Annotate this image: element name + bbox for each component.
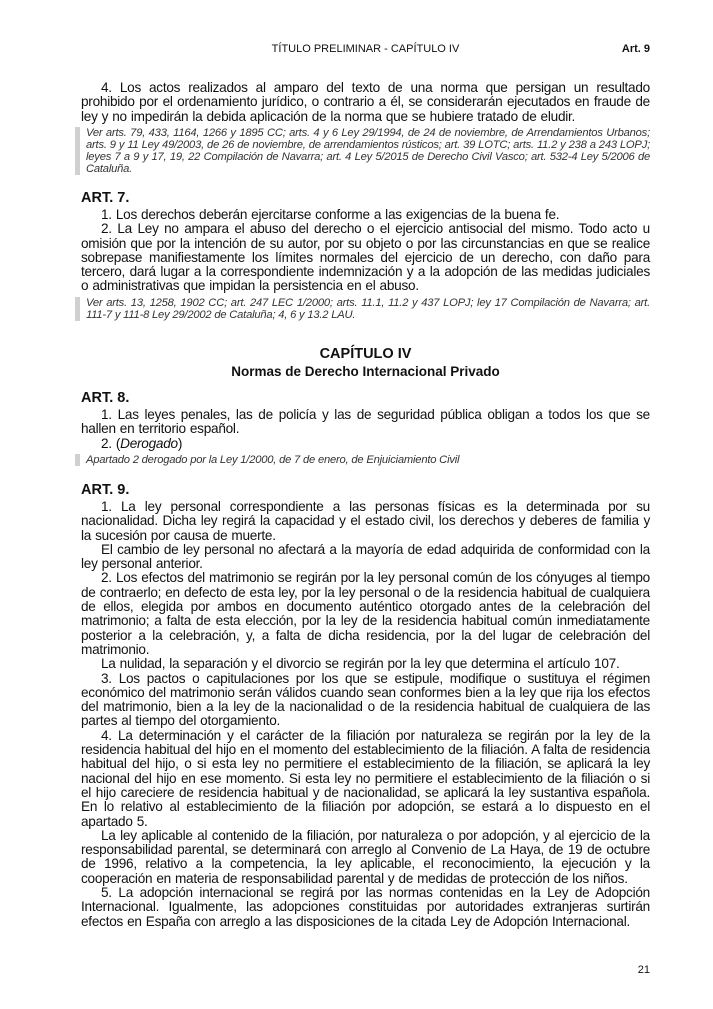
paragraph: La nulidad, la separación y el divorcio se regirán por la ley que determina el artículo 107. [101, 656, 620, 672]
page-number: 21 [637, 964, 650, 976]
paragraph: 5. La adopción internacional se regirá por las normas contenidas en la Ley de Adopción Internacional. Igualmente, las adopciones constituidas por autoridades extranjeras surtirán efectos en España con arreglo a las disposiciones de la citada Ley de Adopción Internacional. [81, 885, 650, 929]
paragraph: 1. La ley personal correspondiente a las personas físicas es la determinada por su nacionalidad. Dicha ley regirá la capacidad y el estado civil, los derechos y deberes de familia y la sucesión por causa de muerte. [81, 499, 650, 543]
paragraph: 2. La Ley no ampara el abuso del derecho o el ejercicio antisocial del mismo. Todo acto u omisión que por la intención de su autor, por su objeto o por las circunstancias en que se realice sobrepase manifiestamente los límites normales del ejercicio de un derecho, con daño para tercero, dará lugar a la correspondiente indemnización y a la adopción de las medidas judiciales o administrativas que impidan la persistencia en el abuso. [81, 221, 650, 294]
paragraph: El cambio de ley personal no afectará a la mayoría de edad adquirida de conformidad con la ley personal anterior. [81, 541, 650, 572]
running-title: TÍTULO PRELIMINAR - CAPÍTULO IV [271, 43, 460, 55]
article-6-continuation [81, 81, 650, 175]
chapter-title: CAPÍTULO IV [319, 346, 412, 362]
article-heading: ART. 9. [81, 482, 130, 498]
paren: ) [177, 435, 183, 451]
article-heading: ART. 8. [81, 390, 130, 406]
paragraph-number: 2. ( [101, 435, 121, 451]
article-7 [81, 190, 650, 321]
cross-reference-note: Ver arts. 13, 1258, 1902 CC; art. 247 LEC 1/2000; arts. 11.1, 11.2 y 437 LOPJ; ley 17 Compilación de Navarra; art. 111-7 y 111-8 Ley 29/2002 de Cataluña; 4, 6 y 13.2 LAU. [75, 297, 650, 321]
paragraph: 3. Los pactos o capitulaciones por los que se estipule, modifique o sustituya el régimen económico del matrimonio serán válidos cuando sean conformes bien a la ley que rija los efectos del matrimonio, bien a la ley de la nacionalidad o de la residencia habitual de cualquiera de las partes al tiempo del otorgamiento. [81, 670, 650, 729]
repeal-note: Apartado 2 derogado por la Ley 1/2000, de 7 de enero, de Enjuiciamiento Civil [75, 454, 650, 466]
article-reference: Art. 9 [621, 43, 650, 55]
repealed-label: Derogado [120, 435, 178, 451]
paragraph: 1. Los derechos deberán ejercitarse conforme a las exigencias de la buena fe. [101, 207, 560, 222]
paragraph: La ley aplicable al contenido de la filiación, por naturaleza o por adopción, y al ejercicio de la responsabilidad parental, se determinará con arreglo al Convenio de La Haya, de 19 de octubre de 1996, relativo a la competencia, la ley aplicable, el reconocimiento, la ejecución y la cooperación en materia de responsabilidad parental y de medidas de protección de los niños. [81, 827, 650, 886]
chapter-heading [81, 346, 650, 380]
article-9 [81, 482, 650, 929]
paragraph: 4. Los actos realizados al amparo del texto de una norma que persigan un resultado prohibido por el ordenamiento jurídico, o contrario a él, se considerarán ejecutados en fraude de ley y no impedirán la debida aplicación de la norma que se hubiere tratado de eludir. [81, 80, 650, 124]
article-heading: ART. 7. [81, 190, 130, 206]
paragraph: 1. Las leyes penales, las de policía y las de seguridad pública obligan a todos los que se hallen en territorio español. [81, 407, 650, 437]
article-8 [81, 390, 650, 466]
paragraph [81, 437, 650, 451]
chapter-subtitle: Normas de Derecho Internacional Privado [231, 364, 500, 379]
paragraph: 2. Los efectos del matrimonio se regirán por la ley personal común de los cónyuges al tiempo de contraerlo; en defecto de esta ley, por la ley personal o de la residencia habitual de cualquiera de ellos, elegida por ambos en documento auténtico otorgado antes de la celebración del matrimonio; a falta de esta elección, por la ley de la residencia habitual común inmediatamente posterior a la celebración, y, a falta de dicha residencia, por la del lugar de celebración del matrimonio. [81, 570, 650, 657]
paragraph: 4. La determinación y el carácter de la filiación por naturaleza se regirán por la ley de la residencia habitual del hijo en el momento del establecimiento de la filiación. A falta de residencia habitual del hijo, o si esta ley no permitiere el establecimiento de la filiación, se aplicará la ley nacional del hijo en ese momento. Si esta ley no permitiere el establecimiento de la filiación o si el hijo careciere de residencia habitual y de nacionalidad, se aplicará la ley sustantiva española. En lo relativo al establecimiento de la filiación por adopción, se estará a lo dispuesto en el apartado 5. [81, 727, 650, 829]
cross-reference-note: Ver arts. 79, 433, 1164, 1266 y 1895 CC; arts. 4 y 6 Ley 29/1994, de 24 de noviembre, de Arrendamientos Urbanos; arts. 9 y 11 Ley 49/2003, de 26 de noviembre, de arrendamientos rústicos; art. 39 LOTC; arts. 11.2 y 238 a 243 LOPJ; leyes 7 a 9 y 17, 19, 22 Compilación de Navarra; art. 4 Ley 5/2015 de Derecho Civil Vasco; art. 532-4 Ley 5/2006 de Cataluña. [75, 127, 650, 175]
